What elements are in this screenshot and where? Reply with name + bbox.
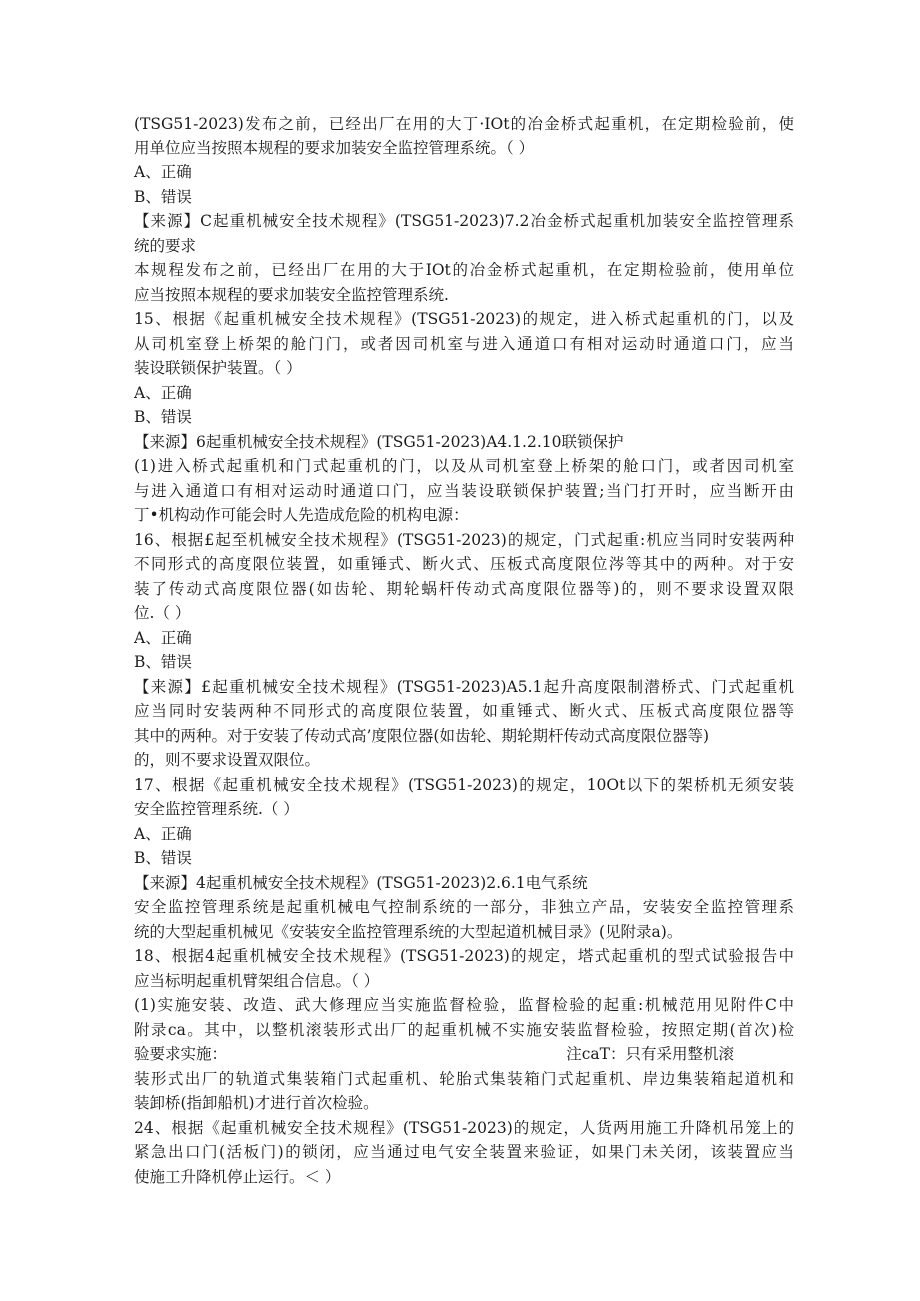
option-a: A、正确	[134, 384, 192, 402]
text-line: 丁•机构动作可能会时人先造成危险的机构电源：	[134, 506, 469, 524]
text-line: 应当同时安装两种不同形式的高度限位装置，如重锤式、断火式、压板式高度限位器等	[134, 702, 794, 720]
option-a: A、正确	[134, 629, 192, 647]
text-line: 从司机室登上桥架的舱门门，或者因司机室与进入通道口有相对运动时通道口门，应当	[134, 335, 794, 353]
text-line: 安全监控管理系统.（ ）	[134, 800, 299, 818]
text-line: 装设联锁保护装置。（ ）	[134, 359, 302, 377]
question-16: 16、根据£起至机械安全技术规程》(TSG51-2023)的规定，门式起重:机应当同时安装两种	[134, 531, 794, 549]
text-line: (TSG51-2023)发布之前，已经出厂在用的大丁·IOt的冶金桥式起重机，在定期检验前，使	[134, 115, 794, 133]
text-line: 位.（ ）	[134, 604, 191, 622]
question-18: 18、根据4起重机械安全技术规程》(TSG51-2023)的规定，塔式起重机的型式试验报告中	[134, 947, 794, 965]
text-line: 与进入通道口有相对运动时通道口门，应当装设联锁保护装置;当门打开时，应当断开由	[134, 482, 794, 500]
source-line: 【来源】6起重机械安全技术规程》(TSG51-2023)A4.1.2.10联锁保护	[134, 433, 624, 451]
question-17: 17、根据《起重机械安全技术规程》(TSG51-2023)的规定，10Ot以下的架桥机无须安装	[134, 776, 794, 794]
text-line: (1)进入桥式起重机和门式起重机的门，以及从司机室登上桥架的舱口门，或者因司机室	[134, 457, 794, 475]
option-b: B、错误	[134, 849, 192, 867]
text-line: 不同形式的高度限位装置，如重锤式、断火式、压板式高度限位涔等其中的两种。对于安	[134, 555, 794, 573]
text-line: 统的大型起重机械见《安装安全监控管理系统的大型起道机械目录》(见附录a)。	[134, 923, 683, 941]
source-line: 【来源】£起重机械安全技术规程》(TSG51-2023)A5.1起升高度限制潜桥式、门式起重机	[134, 678, 794, 696]
text-line: 统的要求	[134, 237, 197, 255]
text-line: 附录ca。其中，以整机滚装形式出厂的起重机械不实施安装监督检验，按照定期(首次)检	[134, 1021, 794, 1039]
text-line: 紧急出口门(活板门)的锁闭，应当通过电气安全装置来验证，如果门未关闭，该装置应当	[134, 1143, 794, 1161]
text-line: 安全监控管理系统是起重机械电气控制系统的一部分，非独立产品，安装安全监控管理系	[134, 898, 794, 916]
text-line: 的，则不要求设置双限位。	[134, 751, 321, 769]
text-fragment: 验要求实施：	[134, 1045, 228, 1063]
text-line: 装了传动式高度限位器(如齿轮、期轮蜗杆传动式高度限位器等)的，则不要求设置双限	[134, 580, 794, 598]
text-line: 用单位应当按照本规程的要求加装安全监控管理系统。（ ）	[134, 139, 535, 157]
text-line: 装形式出厂的轨道式集装箱门式起重机、轮胎式集装箱门式起重机、岸边集装箱起道机和	[134, 1070, 794, 1088]
text-line: 应当标明起重机臂架组合信息。（ ）	[134, 972, 380, 990]
option-b: B、错误	[134, 408, 192, 426]
question-24: 24、根据《起重机械安全技术规程》(TSG51-2023)的规定，人货两用施工升降机吊笼上的	[134, 1119, 794, 1137]
source-line: 【来源】C起重机械安全技术规程》(TSG51-2023)7.2冶金桥式起重机加装安全监控管理系	[134, 212, 794, 230]
option-a: A、正确	[134, 163, 192, 181]
question-15: 15、根据《起重机械安全技术规程》(TSG51-2023)的规定，进入桥式起重机的门，以及	[134, 310, 794, 328]
text-line: 其中的两种。对于安装了传动式高’度限位器(如齿轮、期轮期杆传动式高度限位器等)	[134, 727, 710, 745]
text-line: 本规程发布之前，已经出厂在用的大于IOt的冶金桥式起重机，在定期检验前，使用单位	[134, 261, 794, 279]
source-line: 【来源】4起重机械安全技术规程》(TSG51-2023)2.6.1电气系统	[134, 874, 588, 892]
text-line	[134, 1044, 794, 1064]
text-line: 装卸桥(指卸船机)才进行首次检验。	[134, 1094, 379, 1112]
text-line: 应当按照本规程的要求加装安全监控管理系统.	[134, 286, 449, 304]
text-line: (1)实施安装、改造、武大修理应当实施监督检验，监督检验的起重:机械范用见附件C中	[134, 996, 794, 1014]
option-b: B、错误	[134, 653, 192, 671]
option-b: B、错误	[134, 188, 192, 206]
text-line: 使施工升降机停止运行。＜ ）	[134, 1168, 341, 1186]
option-a: A、正确	[134, 825, 192, 843]
note-fragment: 注caT：只有采用整机滚	[566, 1045, 734, 1063]
